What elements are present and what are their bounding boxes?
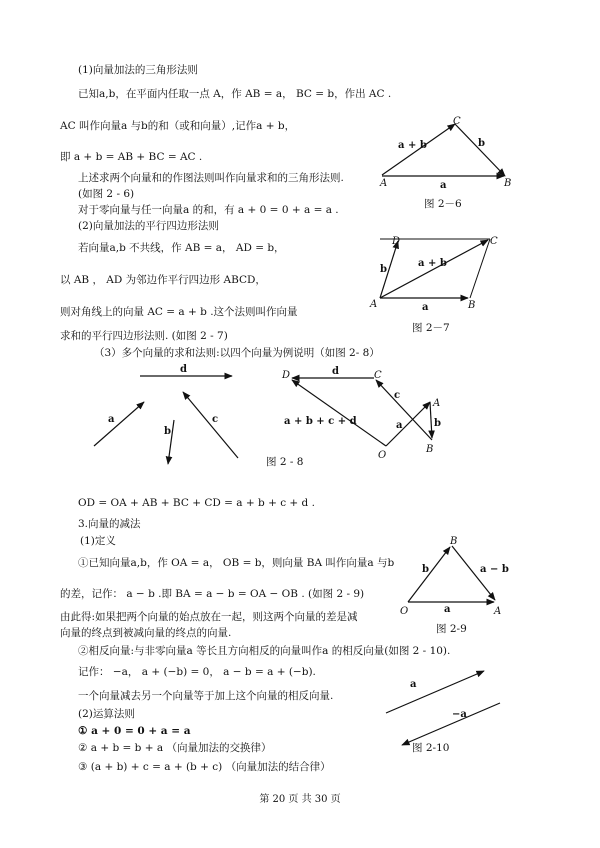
label-d-poly: d bbox=[332, 366, 339, 377]
line-conclusion-1: 由此得:如果把两个向量的始点放在一起，则这两个向量的差是减 bbox=[60, 611, 358, 623]
label-minus-a: −a bbox=[452, 709, 467, 720]
vector-oa bbox=[386, 402, 430, 446]
point-a-label: A bbox=[433, 398, 441, 409]
point-c-label: C bbox=[490, 236, 498, 247]
figure-2-10 bbox=[380, 665, 520, 755]
vector-minus-a bbox=[402, 703, 500, 745]
line-difference-def: ①已知向量a,b，作 OA = a， OB = b，则向量 BA 叫作向量a 与b bbox=[78, 557, 395, 569]
vector-b bbox=[455, 124, 505, 176]
label-a-plus-b: a + b bbox=[398, 140, 427, 151]
figure-2-7 bbox=[368, 230, 518, 340]
line-given-vectors: 已知a,b，在平面内任取一点 A，作 AB = a， BC = b，作出 AC . bbox=[78, 88, 392, 100]
label-a: a bbox=[422, 302, 429, 313]
label-a-poly: a bbox=[396, 420, 403, 431]
label-c-poly: c bbox=[394, 390, 401, 401]
vector-ab bbox=[430, 402, 432, 438]
label-b-poly: b bbox=[434, 418, 441, 429]
line-od-sum: OD = OA + AB + BC + CD = a + b + c + d . bbox=[78, 497, 315, 509]
label-c: c bbox=[212, 414, 219, 425]
point-c-label: C bbox=[374, 370, 382, 381]
label-b: b bbox=[164, 426, 171, 437]
point-a-label: A bbox=[494, 606, 502, 617]
label-d: d bbox=[180, 364, 187, 375]
label-a: a bbox=[440, 180, 447, 191]
point-b-label: B bbox=[504, 178, 512, 189]
heading-subtraction: 3.向量的减法 bbox=[78, 518, 141, 530]
point-c-label: C bbox=[453, 116, 461, 127]
label-a: a bbox=[410, 679, 417, 690]
line-sum-formula: 即 a + b = AB + BC = AC . bbox=[60, 151, 203, 163]
heading-definition: (1)定义 bbox=[80, 535, 116, 547]
page-footer: 第 20 页 共 30 页 bbox=[259, 794, 341, 805]
line-parallelogram-sides: 以 AB ， AD 为邻边作平行四边形 ABCD， bbox=[60, 274, 266, 286]
heading-multi-vector: （3）多个向量的求和法则:以四个向量为例说明（如图 2- 8） bbox=[94, 347, 380, 359]
vector-a bbox=[386, 671, 484, 713]
label-b: b bbox=[478, 138, 485, 149]
figure-2-9 bbox=[398, 532, 528, 642]
line-subtract-rule: 一个向量减去另一个向量等于加上这个向量的相反向量. bbox=[78, 690, 334, 702]
heading-parallelogram-rule: (2)向量加法的平行四边形法则 bbox=[78, 220, 219, 232]
rule-3: ③ (a + b) + c = a + (b + c) （向量加法的结合律） bbox=[78, 761, 331, 773]
point-o-label: O bbox=[400, 606, 409, 617]
vector-bc bbox=[376, 380, 432, 440]
point-d-label: D bbox=[392, 236, 401, 247]
point-d-label: D bbox=[282, 370, 291, 381]
line-fig-ref-2-7: 求和的平行四边形法则. (如图 2 - 7) bbox=[60, 330, 228, 342]
figure-2-8 bbox=[80, 360, 460, 475]
heading-operation-rules: (2)运算法则 bbox=[78, 708, 135, 720]
caption-2-6: 图 2－6 bbox=[424, 198, 462, 210]
label-b: b bbox=[422, 564, 429, 575]
line-diagonal: 则对角线上的向量 AC = a + b .这个法则叫作向量 bbox=[60, 306, 298, 318]
caption-2-8: 图 2 - 8 bbox=[266, 456, 304, 468]
line-opposite-notation: 记作： −a， a + (−b) = 0， a − b = a + (−b). bbox=[78, 666, 316, 678]
figure-2-6 bbox=[370, 110, 520, 220]
line-difference-notation: 的差，记作： a − b .即 BA = a − b = OA − OB . (如图 2 - 9) bbox=[60, 588, 365, 600]
label-a-plus-b: a + b bbox=[418, 258, 447, 269]
label-a-minus-b: a − b bbox=[480, 564, 509, 575]
line-conclusion-2: 向量的终点到被减向量的终点的向量. bbox=[60, 627, 232, 639]
heading-triangle-rule: (1)向量加法的三角形法则 bbox=[78, 64, 198, 76]
vector-c bbox=[183, 392, 238, 458]
vector-ob bbox=[408, 547, 450, 602]
point-b-label: B bbox=[426, 444, 434, 455]
vector-a-plus-b bbox=[380, 240, 488, 298]
vector-a bbox=[94, 402, 144, 446]
line-noncollinear: 若向量a,b 不共线，作 AB = a， AD = b， bbox=[78, 242, 285, 254]
caption-2-10: 图 2-10 bbox=[412, 742, 450, 754]
point-o-label: O bbox=[378, 450, 387, 461]
caption-2-7: 图 2－7 bbox=[412, 322, 450, 334]
label-b: b bbox=[380, 264, 387, 275]
label-a: a bbox=[108, 414, 115, 425]
vector-od bbox=[292, 380, 386, 446]
rule-2: ② a + b = b + a （向量加法的交换律） bbox=[78, 742, 272, 754]
label-sum: a + b + c + d bbox=[284, 416, 357, 427]
point-a-label: A bbox=[370, 299, 378, 310]
point-a-label: A bbox=[380, 178, 388, 189]
line-opposite-vector: ②相反向量:与非零向量a 等长且方向相反的向量叫作a 的相反向量(如图 2 - 10). bbox=[78, 645, 451, 657]
line-triangle-rule-name: 上述求两个向量和的作图法则叫作向量求和的三角形法则. bbox=[78, 172, 344, 184]
point-b-label: B bbox=[450, 536, 458, 547]
caption-2-9: 图 2-9 bbox=[436, 623, 467, 635]
label-a: a bbox=[444, 604, 451, 615]
line-zero-vector: 对于零向量与任一向量a 的和，有 a + 0 = 0 + a = a . bbox=[78, 204, 339, 216]
line-sum-definition: AC 叫作向量a 与b的和（或和向量）,记作a + b， bbox=[60, 120, 296, 132]
rule-1: ① a + 0 = 0 + a = a bbox=[78, 725, 191, 737]
line-fig-ref-2-6: (如图 2 - 6) bbox=[78, 188, 135, 200]
point-b-label: B bbox=[468, 300, 476, 311]
